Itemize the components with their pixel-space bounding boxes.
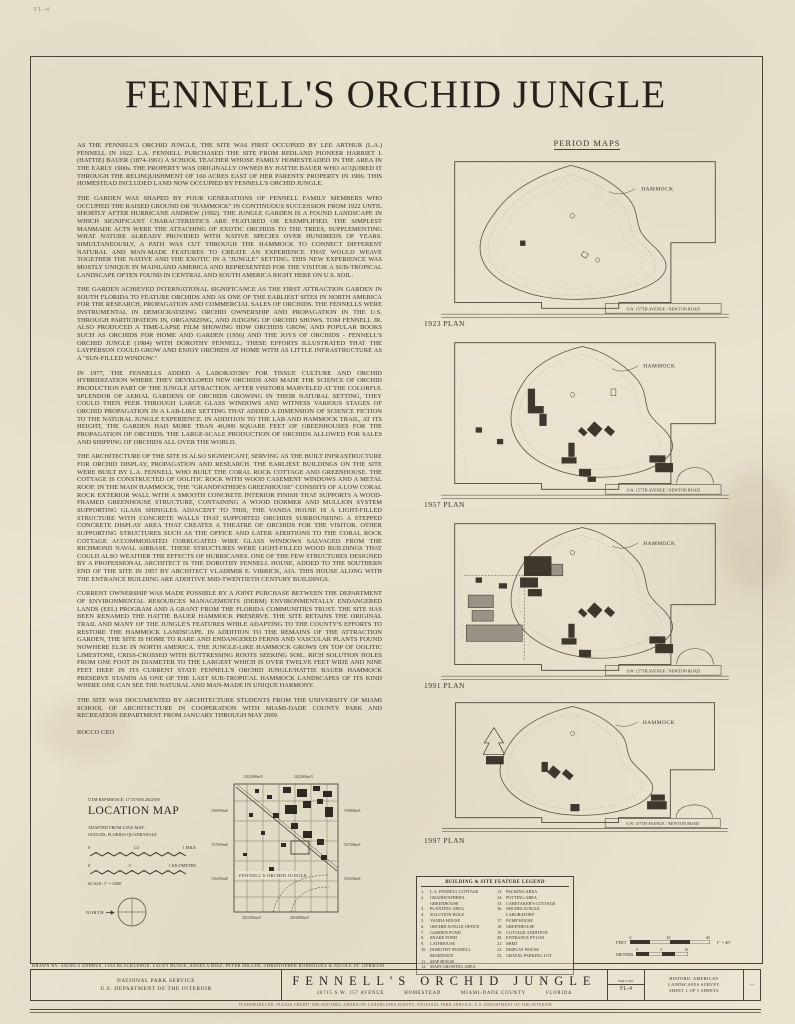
feet-bar (630, 940, 710, 944)
narrative-paragraph: THE GARDEN ACHIEVED INTERNATIONAL SIGNIFICANCE AS THE FIRST ATTRACTION GARDEN IN SOUTH FLORIDA TO FEATURE ORCHIDS AND AS ONE OF THE EARLIEST SITES IN NORTH AMERICA FOR THE RESEARCH, PROPAGATION AND COMMERCIAL SALES OF ORCHIDS. THE FENNELLS WERE INSTRUMENTAL IN DEMOCRATIZING ORCHID OWNERSHIP AND PROPAGATION IN THE U.S. THROUGH PARTICIPATION IN, ORGANIZING, AND JUDGING OF ORCHID SHOWS. TOM FENNELL JR. ALSO PRODUCED A TIME-LAPSE FILM SHOWING HOW ORCHIDS GROW, AND POPULAR BOOKS SUCH AS ORCHIDS FOR HOME AND GARDEN (1956) AND THE JOYS OF ORCHIDS - FENNELL'S ORCHID JUNGLE (1984) WITH DOROTHY FENNELL. THESE EFFORTS ILLUSTRATED THAT THE LAYPERSON COULD GROW AND ENJOY ORCHIDS AT HOME WITH AS LITTLE INFRASTRUCTURE AS A "SUN-FILLED WINDOW." (77, 286, 382, 363)
project-address: 26715 S.W. 157 AVENUE HOMESTEAD MIAMI-DADE COUNTY FLORIDA (316, 991, 573, 996)
coord-label: 557000mE (211, 843, 228, 847)
legend-item: 6. ORCHID JUNGLE OFFICE (421, 923, 480, 929)
site-label: FENNELL'S ORCHID JUNGLE (239, 873, 307, 878)
hammock-leader (612, 543, 638, 548)
map-caption-1923: 1923 PLAN (424, 319, 465, 328)
hammock-outline (500, 707, 653, 816)
legend-item: 9. LATHHOUSE (421, 941, 456, 947)
legend-item: 19. COTTAGE ADDITION (497, 929, 548, 935)
narrative-paragraph: THE SITE WAS DOCUMENTED BY ARCHITECTURE STUDENTS FROM THE UNIVERSITY OF MIAMI SCHOOL OF ARCHITECTURE IN COOPERATION WITH MIAMI-DADE COUNTY PARK AND RECREATION DEPARTMENT FROM JANUARY THROUGH MAY 2009. (77, 696, 382, 720)
legend-item: 4. SOLUTION HOLE (421, 912, 465, 918)
parcel-boundary (455, 343, 716, 493)
narrative-paragraph: CURRENT OWNERSHIP WAS MADE POSSIBLE BY A JOINT PURCHASE BETWEEN THE DEPARTMENT OF ENVIRONMENTAL RESOURCES MANAGEMENTS (DERM) ENVIRONMENTALLY ENDANGERED LANDS (EEL) PROGRAM AND A GRANT FROM THE FLORIDA COMMUNITIES TRUST. THE SITE HAS BEEN RENAMED THE HATTIE BAUER HAMMOCK PRESERVE. THE SITE RETAINS THE ORIGINAL TRAIL AND MANY OF THE JUNGLE'S FEATURES WHILE ADAPTING TO THE COUNTY'S EFFORTS TO RESTORE THE HAMMOCK LANDSCAPE. IN ADDITION TO THE REMAINS OF THE ATTRACTION GARDEN, THE SITE IS HOME TO RARE AND ENDANGERED FERNS AND VASCULAR PLANTS FOUND NOWHERE ELSE IN NORTH AMERICA. THE JUNGLE-LIKE HAMMOCK GROWS ON TOP OF OOLITIC LIMESTONE, CRISS-CROSSED WITH BUTTRESSING ROOTS SEEKING SOIL. RICH SOLUTION HOLES FROM ONE FOOT IN DIAMETER TO THE LARGEST WHICH IS OVER TWELVE FEET WIDE AND NINE FEET DEEP. IN ITS CURRENT STATE FENNELL'S ORCHID JUNGLE/HATTIE BAUER HAMMOCK PRESERVE STANDS AS ONE OF THE LAST SUB-TROPICAL HAMMOCK LANDSCAPES OF ITS KIND WHERE ONE CAN SEE THE NATURAL AND MAN-MADE IN UNIQUE HARMONY. (77, 590, 382, 690)
location-map-section (76, 775, 421, 953)
survey-box: HISTORIC AMERICAN LANDSCAPES SURVEY SHEET 1 OF 5 SHEETS (645, 970, 744, 1000)
legend-item: 14. POTTING AREA (497, 894, 537, 900)
page-title: FENNELL'S ORCHID JUNGLE (124, 73, 667, 116)
narrative-paragraph: THE GARDEN WAS SHAPED BY FOUR GENERATIONS OF FENNELL FAMILY MEMBERS WHO OCCUPIED THE RAISED GROUND OR "HAMMOCK" IN CONTINUOUS SUCCESSION FROM 1922 UNTIL SHORTLY AFTER HURRICANE ANDREW (1992). THE JUNGLE GARDEN IS A FOUND LANDSCAPE IN WHICH SIGNIFICANT CHARACTERISTICS ARE FEATURED OR EXEMPLIFIED. THE SIMPLEST MANMADE ACTS WERE THE ATTACHING OF EXOTIC ORCHIDS TO THE TREES, SUPPLEMENTING WHAT NATURE ALREADY PROVIDED WITH NATIVE SPECIES OVER HUNDREDS OF YEARS. SIMULTANEOUSLY, A PATH WAS CUT THROUGH THE HAMMOCK TO CONNECT DIFFERENT NATURAL AND MAN-MADE FEATURES TO CREATE AN EXPERIENCE THAT WOULD WEAVE TOGETHER THE NATIVE AND THE EXOTIC IN A "JUNGLE" SETTING. THIS NEW EXPERIENCE WAS MOSTLY UNIQUE IN MAINLAND AMERICA AND REPRESENTED FOR THE VISITOR A SUB-TROPICAL LANDSCAPE OFTEN FOUND IN CENTRAL AND SOUTH AMERICA RIGHT HERE ON U.S. SOIL. (77, 194, 382, 279)
coord-label: 556000mE (211, 877, 228, 881)
buildings-1957 (476, 389, 673, 482)
map-caption-1991: 1991 PLAN (424, 681, 465, 690)
legend-item: 5. VANDA HOUSE (421, 917, 461, 923)
period-map-1991 (422, 514, 748, 680)
road-line (441, 314, 729, 317)
hammock-outline (480, 166, 666, 300)
legend-item: 8. SNAKE POND (421, 935, 458, 941)
period-maps-column (422, 138, 752, 850)
urban-blocks (243, 786, 333, 871)
road-label: S.W. 157TH AVENUE / NEWTON ROAD (626, 820, 700, 826)
legend-item: 16. ORCHID JUNGLE LABORATORY (497, 906, 540, 918)
coord-label: 2821000mN (242, 916, 261, 920)
coord-label: 557500mE (344, 843, 361, 847)
period-maps-heading: PERIOD MAPS (553, 138, 621, 148)
legend-item: 21. SHED (497, 941, 518, 947)
north-compass (84, 889, 160, 935)
narrative-paragraph: IN 1977, THE FENNELLS ADDED A LABORATORY FOR TISSUE CULTURE AND ORCHID HYBRIDIZATION WHERE THEY DEVELOPED NEW ORCHIDS AND MADE THE SCIENCE OF ORCHID PRODUCTION PART OF THE JUNGLE ATTRACTION. AFTER VISITORS MARVELED AT THE COLORFUL SPLENDOR OF AERIAL GARDENS OF ORCHIDS GROWING IN THEIR NATURAL SETTING, THEY COULD THEN PEER THROUGH LARGE GLASS WINDOWS AND WITNESS VARIOUS STAGES OF ORCHID PROPAGATION IN A LAB-LIKE SETTING THAT ADDED A DIMENSION OF SCIENCE FICTION TO THE NATURAL JUNGLE EXPERIENCE. IN ADDITION TO THE LAB AND HAMMOCK TRAIL, AT ITS HEIGHT, THE GARDEN HAD MORE THAN 40,000 SQUARE FEET OF GREENHOUSES FOR THE PROPAGATION OF ORCHIDS. THE LARGE-SCALE PRODUCTION OF ORCHIDS ALLOWED FOR SALES AND SHIPPING OF ORCHIDS ALL OVER THE WORLD. (77, 369, 382, 446)
map-source-line1: ADAPTED FROM USGS MAP - (88, 825, 147, 830)
hammock-leader (616, 722, 638, 726)
legend-item: 1. L.A. FENNELL COTTAGE (421, 889, 479, 894)
legend-item: 22. DISPLAY HOUSE (497, 946, 539, 952)
map-caption-1957: 1957 PLAN (424, 500, 465, 509)
legend-item: 12. MAIN GROWING AREA (421, 964, 476, 970)
reproduction-credit-note: IF REPRODUCED, PLEASE CREDIT THE HISTORIC AMERICAN LANDSCAPES SURVEY, NATIONAL PARK SERVICE, U.S. DEPARTMENT OF THE INTERIOR (30, 1001, 761, 1010)
project-title-box (282, 970, 608, 1000)
narrative-paragraph: THE ARCHITECTURE OF THE SITE IS ALSO SIGNIFICANT, SERVING AS THE BUILT INFRASTRUCTURE FOR ORCHID DISPLAY, PROPAGATION AND RESEARCH. THE EARLIEST BUILDINGS ON THE SITE WERE BUILT BY L.A. FENNELL WHO BUILT THE CORAL ROCK COTTAGE AND GREENHOUSE. THE COTTAGE IS CONSTRUCTED OF OOLITIC ROCK WITH WOOD CASEMENT WINDOWS AND A METAL ROOF. IN THE MAIN HAMMOCK, THE "GRANDFATHER'S GREENHOUSE" CONSISTS OF A LOW CORAL ROCK EXTERIOR WALL WITH A SMOOTH CONCRETE INTERIOR FINISH THAT SUPPORTS A WOOD-FRAMED GREENHOUSE STRUCTURE, CONTAINING A WOOD DORMER AND MULLION SYSTEM SUPPORTING GLASS SHINGLES. ADJACENT TO THIS, THE VANDA HOUSE IS A LIGHT-FILLED STRUCTURE WITH CONCRETE WALLS THAT SUPPORTED ORCHIDS SURROUNDING A STEPPED CONCRETE DISPLAY AREA THAT CREATES A THEATRE OF ORCHIDS FOR THE VISITOR. OTHER SUPPORTING STRUCTURES SUCH AS THE OFFICE AND LATER ADDITIONS TO THE CORAL ROCK COTTAGE ACCOMMODATED CORRUGATED WIRE GLASS WINDOWS SALVAGED FROM THE RICHMOND NAVAL AIRBASE. THESE STRUCTURES WERE LIGHT-FILLED WOOD BUILDINGS THAT COULD ALSO WEATHER THE EFFECTS OF HURRICANES. ONE OF THE FEW STRUCTURES DESIGNED BY A PROFESSIONAL ARCHITECT IS THE DOROTHY FENNELL HOUSE, ADDED TO THE SOUTHERN END OF THE SITE IN 1957 BY ARCHITECT VLADIMIR E. VIRRICK, AIA. THIS HOUSE ALONG WITH THE ENTRANCE BUILDING ARE ADDITIVE MID-TWENTIETH CENTURY BUILDINGS. (77, 453, 382, 583)
legend-item: 11. MAP HOUSE (421, 958, 455, 964)
entrance-drive (677, 468, 714, 484)
legend-column-2 (497, 889, 569, 970)
graphic-scale: FEET 0 20 40 1" = 40' METERS 0 5 10 (616, 936, 731, 957)
narrative-author: ROCCO CEO (77, 728, 115, 736)
legend-item: 23. GRAVEL PARKING LOT (497, 952, 552, 958)
hammock-label: HAMMOCK (641, 186, 674, 193)
km-zigzag (88, 869, 196, 876)
road-line (441, 676, 729, 679)
revision-box: — (749, 982, 755, 988)
building-site-feature-legend (416, 876, 574, 975)
drawn-by-line: DRAWN BY: ANGELA ANDRUS, LISA BLACKLEDGE, LACEY BLOCK, ANGELA DIAZ, PETER MILLER, CHRISTOPHER RODRIGUEZ & NICOLE ST. GERMAIN (32, 963, 385, 968)
parcel-boundary (455, 162, 716, 312)
road-line (442, 828, 728, 831)
legend-item: 3. PLANTING AREA (421, 906, 465, 912)
hammock-label: HAMMOCK (643, 540, 676, 547)
location-map-heading: LOCATION MAP (88, 805, 180, 817)
buildings-1923 (520, 213, 599, 262)
legend-item: 7. GARDEN POND (421, 929, 461, 935)
feet-label: FEET (616, 940, 627, 945)
period-map-1957 (422, 333, 748, 499)
project-title: FENNELL'S ORCHID JUNGLE (292, 974, 597, 988)
legend-item: 2. GRANDFATHER'S GREENHOUSE (421, 894, 465, 906)
hammock-label: HAMMOCK (643, 363, 676, 370)
km-scale-bar: 0 .5 1 KILOMETER (88, 863, 196, 877)
legend-item: 15. CARETAKER'S COTTAGE (497, 900, 556, 906)
meters-bar (636, 952, 688, 956)
narrative-column (77, 142, 382, 744)
period-map-1923 (422, 152, 748, 318)
hammock-leader (609, 189, 635, 194)
road-label: S.W. 157TH AVENUE / NEWTON ROAD (626, 487, 700, 493)
legend-item: 18. GREENHOUSE (497, 923, 535, 929)
usgs-quad-map (233, 783, 339, 913)
coord-label: 2820000mN (290, 916, 309, 920)
coord-label: 2823000mN (244, 775, 263, 779)
legend-column-1 (421, 889, 493, 970)
period-map-1997 (422, 695, 748, 835)
parcel-boundary (455, 524, 716, 674)
entrance-drive (677, 649, 714, 665)
coord-label: 558000mE (344, 809, 361, 813)
road-label: S.W. 157TH AVENUE / NEWTON ROAD (626, 668, 700, 674)
map-caption-1997: 1997 PLAN (424, 836, 465, 845)
utm-reference: UTM REFERENCE: 17.557000.2822500 (88, 797, 160, 802)
meters-label: METERS (616, 952, 634, 957)
mile-scale-bar: 0 1/2 1 MILE (88, 845, 196, 859)
narrative-paragraph: AS THE FENNELL'S ORCHID JUNGLE, THE SITE WAS FIRST OCCUPIED BY LEE ARTHUR (L.A.) FENNELL IN 1922. L.A. FENNELL PURCHASED THE SITE FROM REDLAND PIONEER HARRIET I. (HATTIE) BAUER (1874-1961) A SCHOOL TEACHER WHOSE FAMILY HOMESTEADED IN THE AREA IN THE EARLY 1900s. THE PROPERTY WAS ORIGINALLY OWNED BY HATTIE BAUER WHO ACQUIRED IT THROUGH THE RELINQUISHMENT OF 160 ACRES EAST OF HER PARENTS' PROPERTY IN 1906. THIS HOMESTEAD INCLUDED LAND NOW OCCUPIED BY FENNELL'S ORCHID JUNGLE. (77, 142, 382, 188)
hals-number-box: HALS NO. FL-4 (608, 970, 645, 1000)
legend-item: 17. PUMP HOUSE (497, 917, 533, 923)
hammock-leader (612, 366, 638, 371)
coord-label: 556500mE (344, 877, 361, 881)
legend-item: 13. PACKING AREA (497, 889, 538, 894)
scale-note: SCALE: 1" = 2000' (88, 881, 122, 886)
hammock-label: HAMMOCK (642, 719, 675, 726)
coord-label: 2822000mN (294, 775, 313, 779)
site-outline (291, 841, 309, 854)
svg-text:NORTH: NORTH (86, 910, 105, 915)
title-block (30, 962, 761, 1010)
corner-stamp: FL-4 (34, 7, 50, 13)
map-source-line2: GOULDS, FLORIDA QUADRANGLE (88, 832, 157, 837)
entrance-drive (676, 805, 712, 818)
coord-label: 558000mE (211, 809, 228, 813)
sheet-bottom-rule (30, 1012, 761, 1013)
agency-box: NATIONAL PARK SERVICE U.S. DEPARTMENT OF THE INTERIOR (31, 970, 282, 1000)
legend-item: 10. DOROTHY FENNELL RESIDENCE (421, 946, 471, 958)
scale-ratio-note: 1" = 40' (716, 940, 731, 945)
legend-title: BUILDING & SITE FEATURE LEGEND (421, 880, 569, 887)
legend-item: 20. ENTRANCE PYLON (497, 935, 545, 941)
mile-zigzag (88, 851, 196, 858)
road-label: S.W. 157TH AVENUE / NEWTON ROAD (626, 306, 700, 312)
road-line (441, 495, 729, 498)
